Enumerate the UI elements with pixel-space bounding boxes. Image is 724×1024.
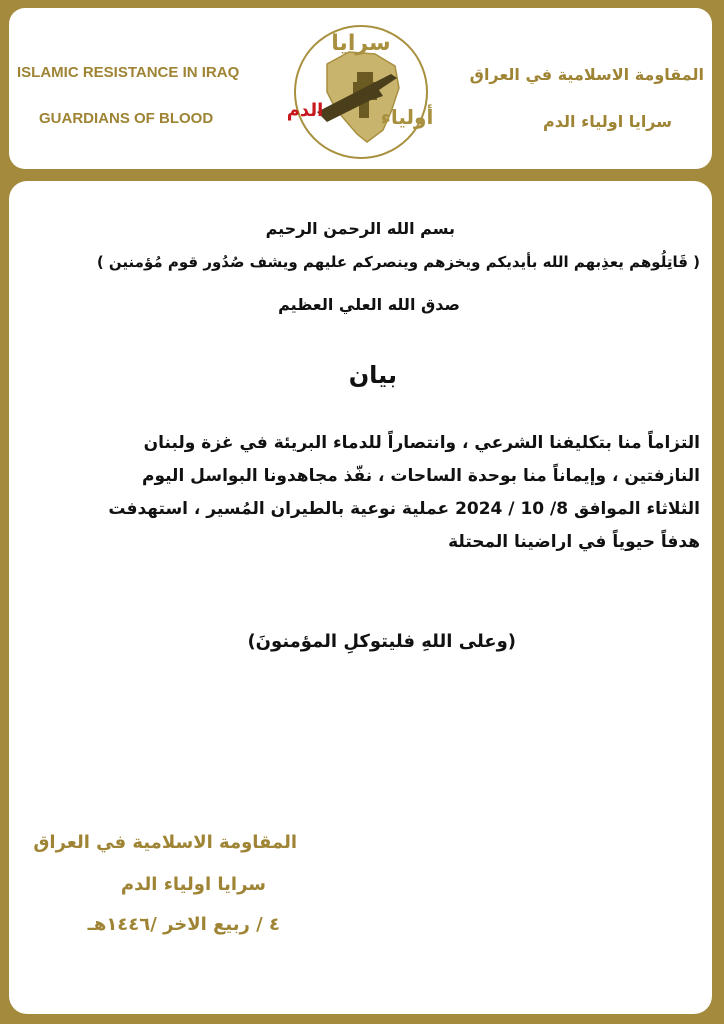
quran-verse: ( قَاتِلُوهم يعذِبهم الله بأيديكم ويخزهم وينصركم عليهم ويشف صُدُور قوم مُؤمنين ): [96, 253, 700, 271]
verse-closing: صدق الله العلي العظيم: [278, 295, 460, 314]
signature-date: ٤ / ربيع الاخر /١٤٤٦هـ: [87, 914, 280, 935]
statement-title: بيان: [348, 361, 397, 389]
english-group-name: GUARDIANS OF BLOOD: [39, 110, 214, 127]
arabic-org-name: المقاومة الاسلامية في العراق: [469, 65, 704, 84]
paragraph-line: الثلاثاء الموافق 8/ 10 / 2024 عملية نوعية بالطيران المُسير ، استهدفت: [108, 499, 700, 519]
closing-verse: (وعلى اللهِ فليتوكلِ المؤمنونَ): [247, 631, 516, 652]
logo-word-left: الدم: [287, 100, 324, 121]
basmala: بسم الله الرحمن الرحيم: [265, 219, 455, 238]
paragraph-line: التزاماً منا بتكليفنا الشرعي ، وانتصاراً للدماء البريئة في غزة ولبنان: [143, 433, 700, 453]
signature-group: سرايا اولياء الدم: [120, 874, 266, 895]
signature-org: المقاومة الاسلامية في العراق: [33, 832, 297, 853]
letterhead: [9, 8, 712, 169]
group-logo: [287, 16, 435, 166]
statement-body: [9, 181, 712, 1014]
paragraph-line: هدفاً حيوياً في اراضينا المحتلة: [448, 532, 700, 552]
logo-word-right: أولياء: [380, 105, 434, 129]
statement-paragraph: [20, 433, 700, 565]
arabic-group-name: سرايا اولياء الدم: [543, 112, 672, 131]
logo-word-top: سرايا: [331, 31, 391, 56]
english-org-name: ISLAMIC RESISTANCE IN IRAQ: [17, 64, 240, 81]
paragraph-line: النازفتين ، وإيماناً منا بوحدة الساحات ، نفّذ مجاهدونا البواسل اليوم: [142, 466, 700, 486]
